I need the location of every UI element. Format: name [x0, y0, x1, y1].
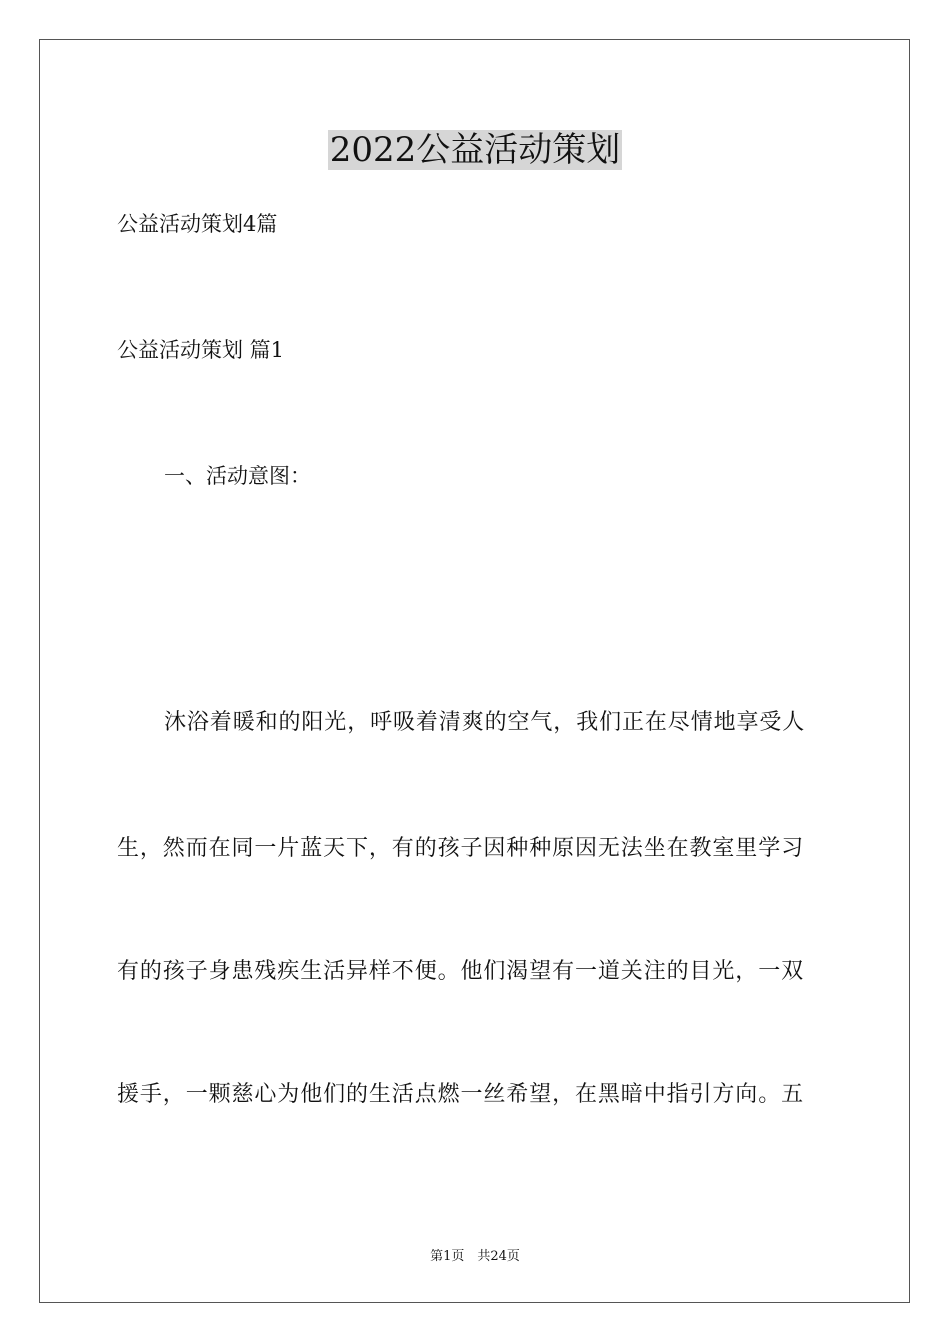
document-title [0, 128, 950, 172]
body-line: 沐浴着暖和的阳光，呼吸着清爽的空气，我们正在尽情地享受人 [164, 710, 806, 735]
document-title-text: 2022公益活动策划 [329, 130, 621, 170]
body-line: 有的孩子身患残疾生活异样不便。他们渴望有一道关注的目光，一双 [117, 959, 805, 984]
section-heading: 公益活动策划 篇1 [117, 338, 285, 362]
body-line: 援手，一颗慈心为他们的生活点燃一丝希望，在黑暗中指引方向。五 [117, 1082, 805, 1107]
document-subtitle: 公益活动策划4篇 [117, 212, 278, 236]
subsection-heading: 一、活动意图： [164, 464, 311, 488]
page-footer: 第1页 共24页 [430, 1249, 520, 1264]
body-line: 生，然而在同一片蓝天下，有的孩子因种种原因无法坐在教室里学习 [117, 836, 805, 861]
